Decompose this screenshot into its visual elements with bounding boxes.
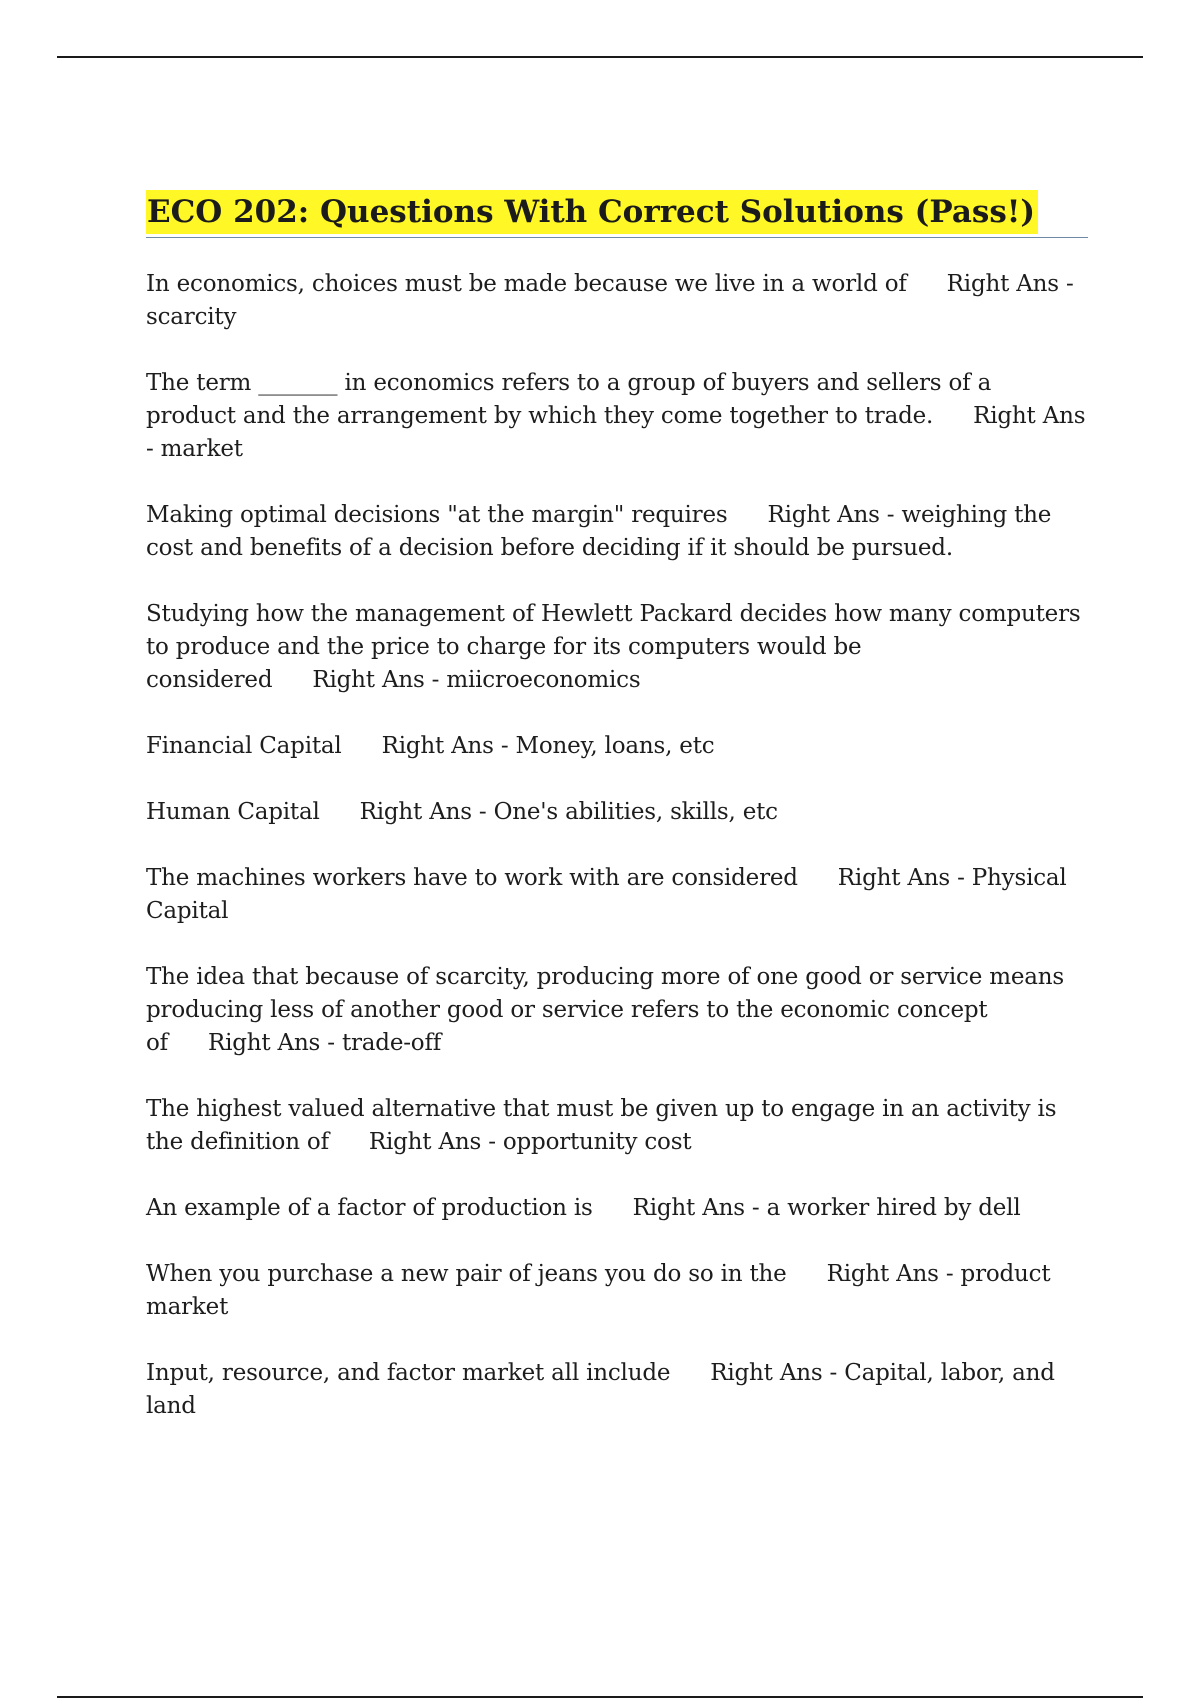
qa-item-8	[146, 961, 1088, 1060]
qa-item-11	[146, 1258, 1088, 1324]
qa-item-3	[146, 499, 1088, 565]
answer-text: Right Ans - Physical Capital	[146, 865, 1067, 924]
answer-text: Right Ans - opportunity cost	[368, 1129, 692, 1155]
answer-text: Right Ans - scarcity	[146, 271, 1074, 330]
question-text: The term _______ in economics refers to a group of buyers and sellers of a product and the arrangement by which they come together to trade.	[146, 370, 992, 429]
question-text: The highest valued alternative that must be given up to engage in an activity is the definition of	[146, 1096, 1057, 1155]
answer-text: Right Ans - weighing the cost and benefits of a decision before deciding if it should be pursued.	[146, 502, 1052, 561]
question-text: The machines workers have to work with are considered	[146, 865, 798, 891]
answer-text: Right Ans - Money, loans, etc	[381, 733, 715, 759]
qa-item-1	[146, 268, 1088, 334]
question-text: In economics, choices must be made because we live in a world of	[146, 271, 907, 297]
qa-item-4	[146, 598, 1088, 697]
answer-text: Right Ans - trade-off	[207, 1030, 442, 1056]
answer-text: Right Ans - Capital, labor, and land	[146, 1360, 1055, 1419]
document-body	[146, 190, 1088, 1456]
answer-text: Right Ans - product market	[146, 1261, 1051, 1320]
qa-item-10	[146, 1192, 1088, 1225]
question-text: Financial Capital	[146, 733, 342, 759]
question-text: Input, resource, and factor market all include	[146, 1360, 671, 1386]
answer-text: Right Ans - One's abilities, skills, etc	[359, 799, 778, 825]
question-text: Making optimal decisions "at the margin" requires	[146, 502, 728, 528]
question-text: The idea that because of scarcity, producing more of one good or service means producing less of another good or service refers to the economic concept of	[146, 964, 1065, 1056]
page-top-rule	[57, 56, 1143, 58]
qa-item-7	[146, 862, 1088, 928]
document-title: ECO 202: Questions With Correct Solutions (Pass!)	[146, 190, 1038, 234]
question-text: An example of a factor of production is	[146, 1195, 593, 1221]
qa-item-9	[146, 1093, 1088, 1159]
qa-item-12	[146, 1357, 1088, 1423]
qa-item-6	[146, 796, 1088, 829]
question-text: When you purchase a new pair of jeans you do so in the	[146, 1261, 787, 1287]
qa-item-2	[146, 367, 1088, 466]
page-bottom-rule	[57, 1696, 1143, 1698]
answer-text: Right Ans - market	[146, 403, 1086, 462]
question-text: Studying how the management of Hewlett Packard decides how many computers to produce and the price to charge for its computers would be considered	[146, 601, 1081, 693]
answer-text: Right Ans - a worker hired by dell	[632, 1195, 1021, 1221]
qa-item-5	[146, 730, 1088, 763]
question-text: Human Capital	[146, 799, 320, 825]
title-block	[146, 190, 1088, 238]
answer-text: Right Ans - miicroeconomics	[312, 667, 641, 693]
